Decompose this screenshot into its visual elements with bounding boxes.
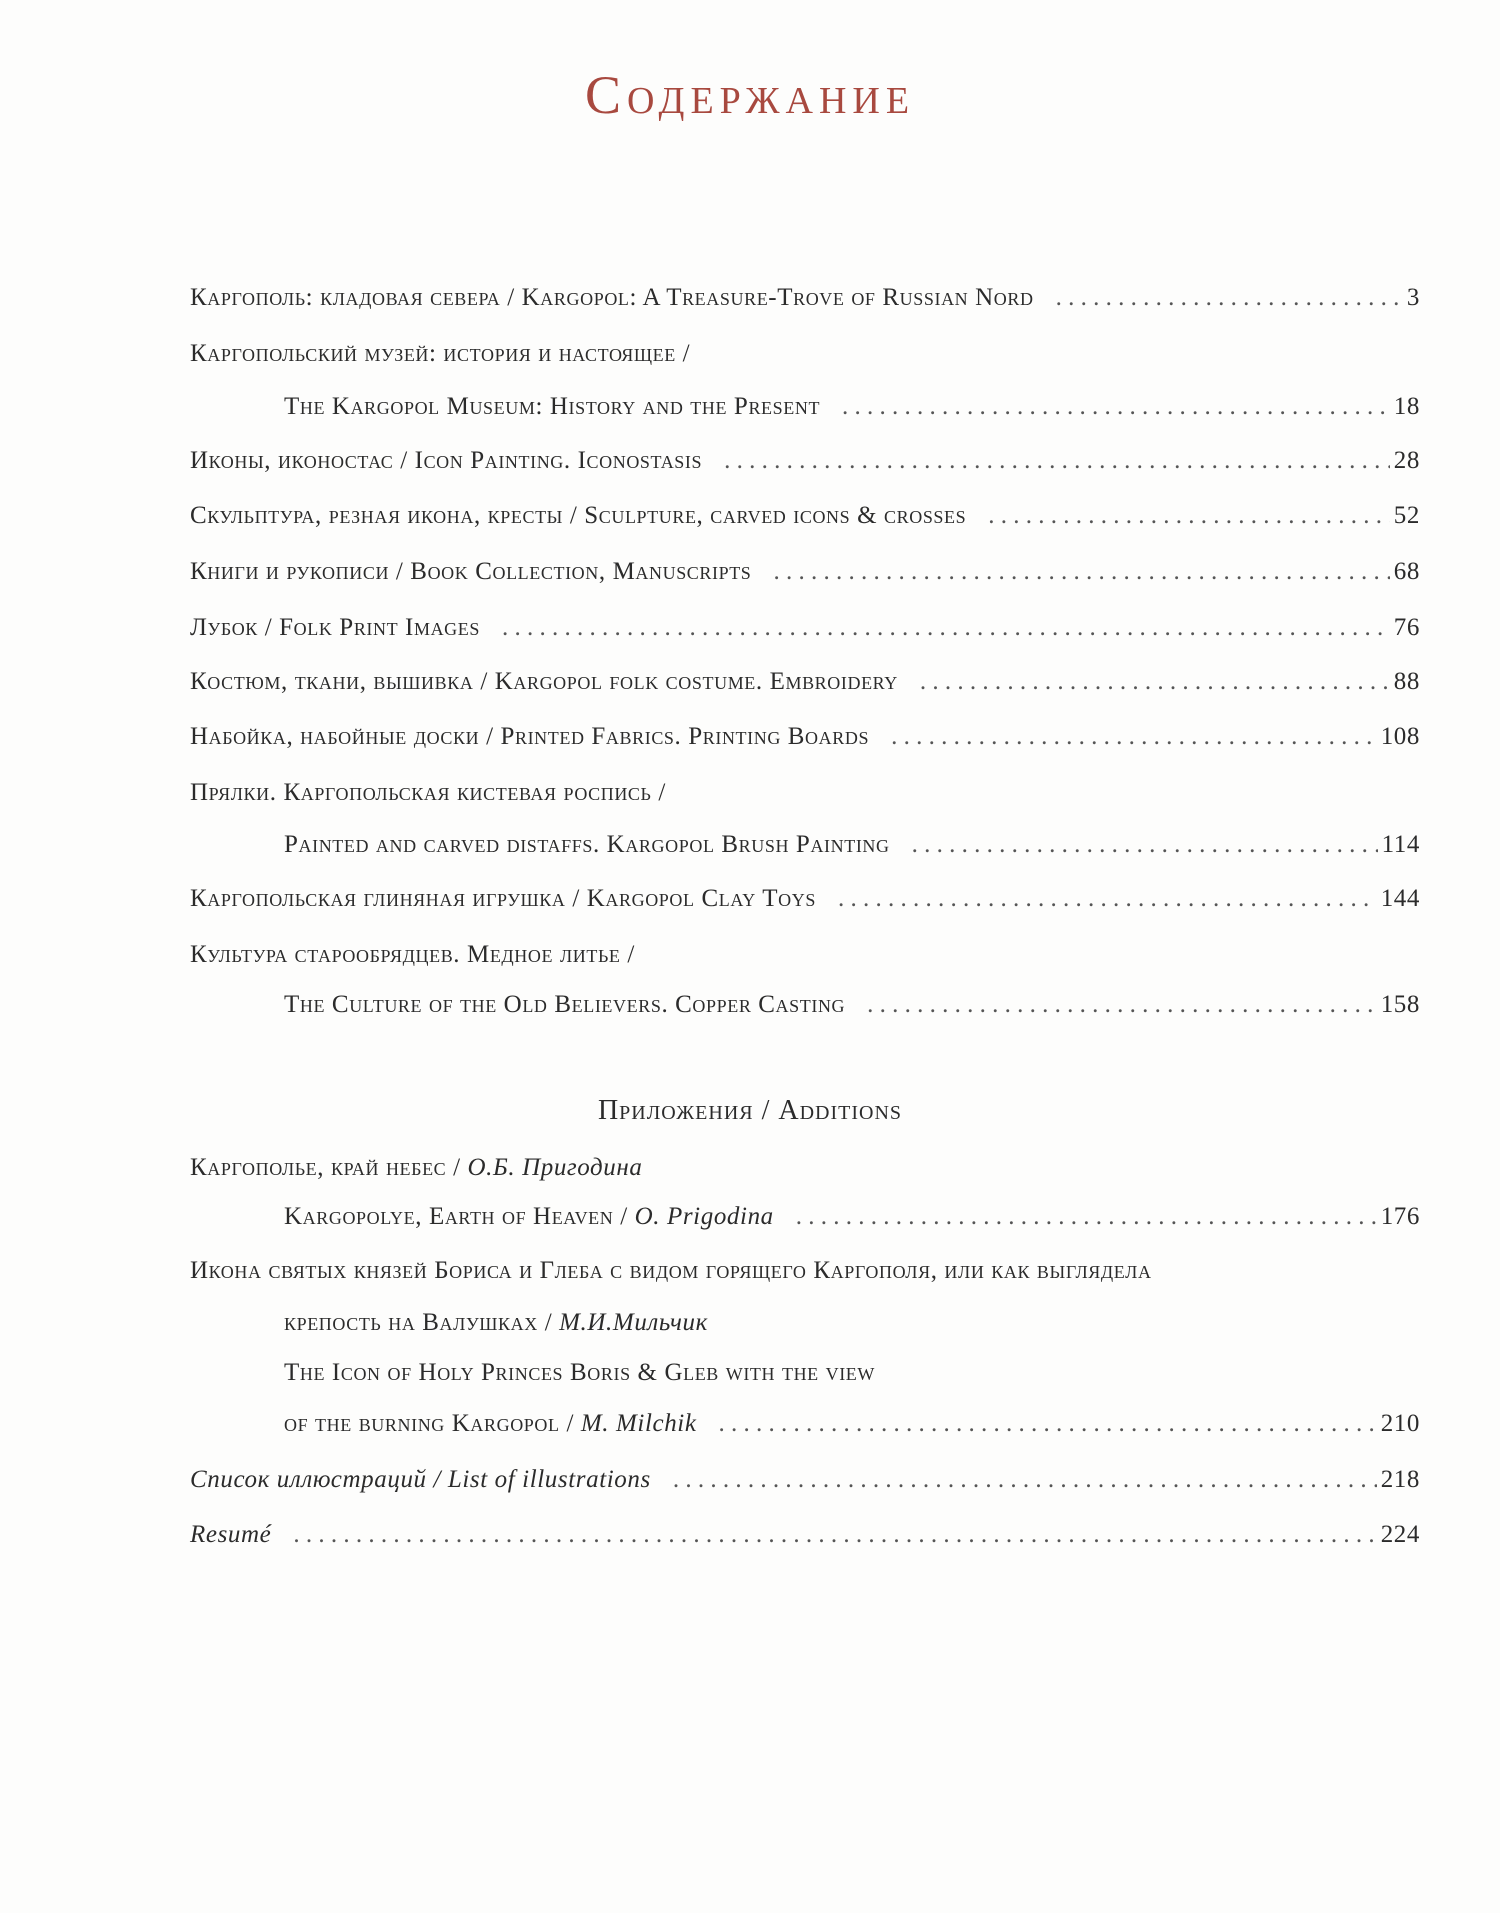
- dot-leader: [867, 990, 1377, 1020]
- toc-entry-title: Иконы, иконостас / Icon Painting. Iconostasis: [190, 447, 703, 474]
- toc-entry: [284, 830, 1420, 860]
- toc-entry-title: The Icon of Holy Princes Boris & Gleb with the view: [284, 1359, 875, 1386]
- dot-leader: [796, 1202, 1377, 1232]
- toc-entry: [190, 1256, 1420, 1286]
- dot-leader: [1056, 283, 1403, 313]
- toc-entry-author: M. Milchik: [580, 1410, 697, 1437]
- toc-entry-title: крепость на Валушках / М.И.Мильчик: [284, 1309, 708, 1336]
- toc-page-number: 28: [1393, 447, 1420, 474]
- toc-entry-title: Икона святых князей Бориса и Глеба с видом горящего Каргополя, или как выглядела: [190, 1257, 1152, 1284]
- toc-page-number: 68: [1393, 558, 1420, 585]
- toc-entry-title: Каргополь: кладовая севера / Kargopol: A Treasure-Trove of Russian Nord: [190, 284, 1034, 311]
- toc-entry: [190, 667, 1420, 697]
- toc-entry-author: O. Prigodina: [634, 1203, 774, 1230]
- toc-entry-author: М.И.Мильчик: [559, 1309, 708, 1336]
- toc-entry: [284, 990, 1420, 1020]
- toc-page-number: 76: [1393, 614, 1420, 641]
- toc-entry-title: Костюм, ткани, вышивка / Kargopol folk costume. Embroidery: [190, 668, 898, 695]
- toc-page-number: 18: [1393, 393, 1420, 420]
- toc-entry: [190, 613, 1420, 643]
- toc-page-number: 108: [1380, 723, 1420, 750]
- dot-leader: [502, 613, 1390, 643]
- toc-entry-title: Книги и рукописи / Book Collection, Manuscripts: [190, 558, 752, 585]
- toc-entry: [190, 1465, 1420, 1495]
- toc-entry-title: Каргопольский музей: история и настоящее /: [190, 340, 691, 367]
- toc-entry: [284, 1202, 1420, 1232]
- dot-leader: [891, 722, 1377, 752]
- toc-entry-title: Список иллюстраций / List of illustrations: [190, 1466, 651, 1493]
- toc-entry-title: Скульптура, резная икона, кресты / Sculpture, carved icons & crosses: [190, 502, 967, 529]
- toc-entry: [190, 557, 1420, 587]
- dot-leader: [773, 557, 1389, 587]
- toc-page-number: 218: [1380, 1466, 1420, 1493]
- toc-entry: [284, 392, 1420, 422]
- dot-leader: [988, 501, 1390, 531]
- toc-entry: [190, 884, 1420, 914]
- toc-page-number: 158: [1380, 991, 1420, 1018]
- toc-entry: [190, 778, 1420, 808]
- toc-entry-title: Kargopolye, Earth of Heaven / O. Prigodina: [284, 1203, 774, 1230]
- toc-entry: [190, 501, 1420, 531]
- toc-entry-title: Прялки. Каргопольская кистевая роспись /: [190, 779, 666, 806]
- toc-entry-title: Лубок / Folk Print Images: [190, 614, 480, 641]
- toc-entry: [190, 1153, 1420, 1183]
- toc-entry: [190, 339, 1420, 369]
- dot-leader: [724, 446, 1390, 476]
- page-title: Содержание: [584, 65, 916, 125]
- toc-page-number: 3: [1406, 284, 1420, 311]
- dot-leader: [673, 1465, 1377, 1495]
- toc-page-number: 52: [1393, 502, 1420, 529]
- toc-page-number: 224: [1380, 1521, 1420, 1548]
- toc-page-number: 176: [1380, 1203, 1420, 1230]
- toc-entry: [190, 1520, 1420, 1550]
- toc-entry-author: О.Б. Пригодина: [467, 1154, 643, 1181]
- toc-entry: [190, 722, 1420, 752]
- toc-entry-title: Каргопольская глиняная игрушка / Kargopol Clay Toys: [190, 885, 816, 912]
- toc-entry-title: Resumé: [190, 1521, 272, 1548]
- toc-page-number: 88: [1393, 668, 1420, 695]
- toc-entry: [284, 1409, 1420, 1439]
- toc-entry-title: Культура старообрядцев. Медное литье /: [190, 941, 635, 968]
- dot-leader: [719, 1409, 1377, 1439]
- toc-entry-title: Каргополье, край небес / О.Б. Пригодина: [190, 1154, 643, 1181]
- toc-page-number: 114: [1381, 831, 1420, 858]
- dot-leader: [293, 1520, 1376, 1550]
- toc-entry-title: The Kargopol Museum: History and the Present: [284, 393, 821, 420]
- toc-entry-title: Painted and carved distaffs. Kargopol Brush Painting: [284, 831, 890, 858]
- toc-entry-title: Набойка, набойные доски / Printed Fabrics. Printing Boards: [190, 723, 870, 750]
- dot-leader: [912, 830, 1378, 860]
- dot-leader: [838, 884, 1377, 914]
- toc-entry-title: of the burning Kargopol / M. Milchik: [284, 1410, 697, 1437]
- dot-leader: [842, 392, 1390, 422]
- dot-leader: [920, 667, 1390, 697]
- toc-page-number: 144: [1380, 885, 1420, 912]
- toc-page-number: 210: [1380, 1410, 1420, 1437]
- additions-heading: Приложения / Additions: [597, 1095, 903, 1126]
- toc-entry-title: The Culture of the Old Believers. Copper Casting: [284, 991, 846, 1018]
- toc-entry: [190, 940, 1420, 970]
- toc-entry: [284, 1358, 1420, 1388]
- toc-entry: [284, 1308, 1420, 1338]
- toc-entry: [190, 283, 1420, 313]
- toc-entry: [190, 446, 1420, 476]
